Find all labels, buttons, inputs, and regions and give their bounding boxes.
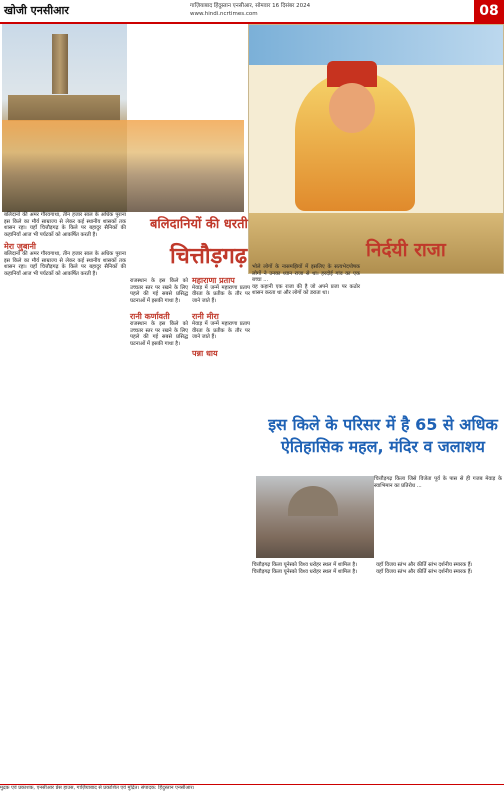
middle-text-2: राजस्थान के इस किले को उच्चतर स्तर पर रखने के लिए पहले की गई सबसे प्रसिद्ध घटनाओं में इसकी गाथा है। [130,320,188,347]
header-meta [190,2,310,18]
page-footer: मुद्रक एवं प्रकाशक, एनसीआर प्रेस हाउस, गाज़ियाबाद से प्रकाशित एवं मुद्रित। संपादक: हिंदुस्तान एनसीआर। [0,784,504,801]
right-story-title: निर्दयी राजा [366,239,446,261]
bullet-item: यहाँ विजय स्तंभ और कीर्ति स्तंभ दर्शनीय स्मारक हैं। [376,562,473,568]
illustration-sky [249,25,503,65]
main-title-small: बलिदानियों की धरती [150,217,248,232]
middle-text-1: राजस्थान के इस किले को उच्चतर स्तर पर रखने के लिए पहले की गई सबसे प्रसिद्ध घटनाओं में इसकी गाथा है। [130,278,188,304]
bullet-item: चित्तौड़गढ़ किला यूनेस्को विश्व धरोहर स्थल में शामिल है। [252,568,358,575]
middle-column-1 [130,278,188,347]
bullet-item: चित्तौड़गढ़ किला यूनेस्को विश्व धरोहर स्थल में शामिल है। [252,562,358,568]
bullet-list-left [252,562,372,575]
middle-text-3: मेवाड़ में जन्में महाराणा प्रताप वीरता के प्रतीक के तौर पर जाने जाते हैं। [192,284,250,304]
left-heading: मेरा जुबानी [4,242,37,252]
left-column [4,212,126,277]
heritage-heading: इस किले के परिसर में है 65 से अधिक ऐतिहासिक महल, मंदिर व जलाशय [268,415,498,456]
king-body-text: यह कहानी एक राजा की है जो अपने प्रजा पर कठोर शासन करता था और लोगों को डराता था। [252,283,360,297]
pratap-heading: महाराणा प्रताप [192,276,235,285]
king-face [329,83,375,133]
middle-text-4: मेवाड़ में जन्में महाराणा प्रताप वीरता के प्रतीक के तौर पर जाने जाते हैं। [192,320,250,341]
header-meta-line2: www.hindi.ncrtimes.com [190,11,258,17]
sunset-fort-photo [2,120,244,212]
bullet-list-right [376,562,502,575]
brand-logo: खोजी एनसीआर [4,4,69,17]
bullet-item: यहाँ विजय स्तंभ और कीर्ति स्तंभ दर्शनीय स्मारक हैं। [376,568,473,575]
tower-image [52,34,68,94]
temple-caption: चित्तौड़गढ़ किला जिसे विजेता पूर्व के पास से ही गजब मेवाड़ के स्वाभिमान का प्रतिरोध ... [374,476,502,489]
main-title-big: चित्तौड़गढ़ [170,244,248,269]
king-story-text [252,264,360,297]
page-number: 08 [474,0,504,22]
meera-heading: रानी मीरा [192,312,219,322]
header-meta-line1: गाज़ियाबाद हिंदुस्तान एनसीआर, सोमवार 16 दिसंबर 2024 [190,3,311,9]
king-intro: भोले लोगों के नासमझियों में इसलिए के सत्यभेदपोषक लोगों ने उनका ध्यान राजा से था। हरदोई गांव का एक बच्चा ... [252,264,360,284]
karnavati-heading: रानी कर्णावती [130,312,170,322]
left-body-text: बलिदानों की अमर गौरवगाथा, तीन हजार साल के अधिक पुराना इस किले का मौर्य साम्राज्य से लेकर कई स्थानीय शासकों तक शासन रहा। यहाँ चित्तौड़गढ़ के किले पर बहादुर सैनिकों की कहानियाँ आज भी पर्यटकों को आकर्षित करती है। [4,212,126,238]
fort-wall-image [8,95,120,121]
panna-heading: पन्ना धाय [192,348,218,358]
left-body-text-2: बलिदानों की अमर गौरवगाथा, तीन हजार साल के अधिक पुराना इस किले का मौर्य साम्राज्य से लेकर कई स्थानीय शासकों तक शासन रहा। यहाँ चित्तौड़गढ़ के किले पर बहादुर सैनिकों की कहानियाँ आज भी पर्यटकों को आकर्षित करती है। [4,250,126,277]
middle-column-2 [192,278,250,357]
